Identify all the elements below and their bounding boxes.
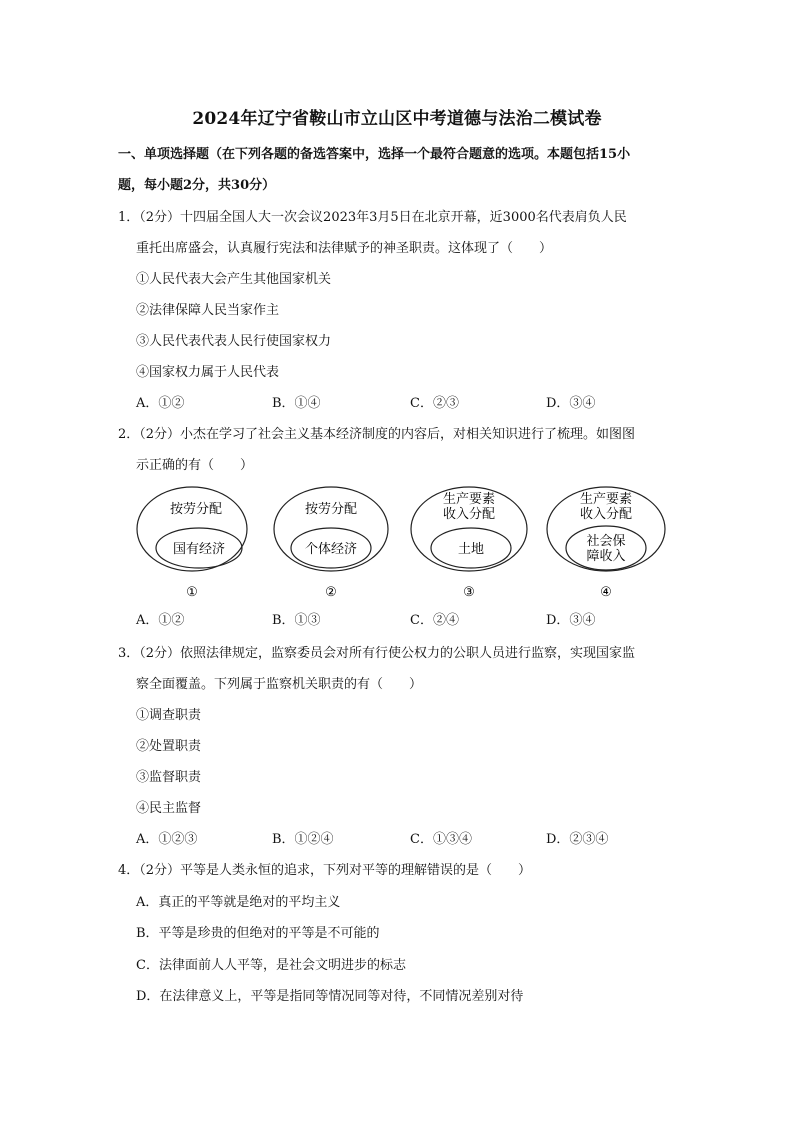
section-header-line-2: 题，每小题2分，共30分） (118, 178, 276, 193)
question-1-statement-4: ④国家权力属于人民代表 (136, 365, 280, 380)
section-header-line-1: 一、单项选择题（在下列各题的备选答案中，选择一个最符合题意的选项。本题包括15小 (118, 147, 631, 162)
diagram-2-inner-label: 个体经济 (304, 542, 358, 557)
question-4-option-c[interactable]: C．法律面前人人平等，是社会文明进步的标志 (136, 958, 406, 973)
question-4-option-d[interactable]: D．在法律意义上，平等是指同等情况同等对待，不同情况差别对待 (136, 989, 524, 1004)
outer-ellipse (274, 487, 388, 571)
question-1-choice-d[interactable]: D．③④ (546, 396, 596, 411)
diagram-4-inner-label-2: 障收入 (586, 549, 626, 564)
venn-diagrams (130, 486, 670, 606)
diagram-4-inner-label-1: 社会保 (586, 534, 626, 549)
page-title: 2024年辽宁省鞍山市立山区中考道德与法治二模试卷 (192, 109, 602, 129)
question-4-option-a[interactable]: A．真正的平等就是绝对的平均主义 (136, 895, 341, 910)
question-3-choice-d[interactable]: D．②③④ (546, 832, 609, 847)
diagram-4-number: ④ (600, 585, 612, 600)
diagram-1 (137, 487, 247, 600)
question-4-stem-line-1: 4．（2分）平等是人类永恒的追求，下列对平等的理解错误的是（ ） (118, 863, 532, 878)
question-1-choice-a[interactable]: A．①② (136, 396, 185, 411)
question-1-statement-2: ②法律保障人民当家作主 (136, 303, 280, 318)
diagram-4-outer-label-2: 收入分配 (579, 507, 633, 522)
question-1-stem-line-1: 1．（2分）十四届全国人大一次会议2023年3月5日在北京开幕，近3000名代表肩负人民 (118, 210, 627, 225)
question-4-option-b[interactable]: B．平等是珍贵的但绝对的平等是不可能的 (136, 926, 380, 941)
question-2-choice-b[interactable]: B．①③ (272, 613, 321, 628)
diagram-4 (547, 487, 665, 600)
question-2-choice-c[interactable]: C．②④ (410, 613, 459, 628)
question-3-choice-b[interactable]: B．①②④ (272, 832, 334, 847)
question-3-stem-line-1: 3．（2分）依照法律规定，监察委员会对所有行使公权力的公职人员进行监察，实现国家监 (118, 646, 636, 661)
question-1-statement-3: ③人民代表代表人民行使国家权力 (136, 334, 332, 349)
diagram-3-outer-label-1: 生产要素 (442, 492, 496, 507)
question-3-statement-4: ④民主监督 (136, 801, 202, 816)
question-1-choice-b[interactable]: B．①④ (272, 396, 321, 411)
diagram-1-outer-label: 按劳分配 (169, 502, 223, 517)
diagram-3-outer-label-2: 收入分配 (442, 507, 496, 522)
question-3-statement-1: ①调查职责 (136, 708, 202, 723)
question-2-choice-d[interactable]: D．③④ (546, 613, 596, 628)
diagram-2-number: ② (325, 585, 337, 600)
question-3-statement-2: ②处置职责 (136, 739, 202, 754)
diagram-1-inner-label: 国有经济 (172, 542, 226, 557)
question-3-statement-3: ③监督职责 (136, 770, 202, 785)
outer-ellipse (137, 487, 247, 571)
diagram-3-inner-label: 土地 (457, 542, 485, 557)
question-2-choice-a[interactable]: A．①② (136, 613, 185, 628)
diagram-2-outer-label: 按劳分配 (304, 502, 358, 517)
question-3-choice-c[interactable]: C．①③④ (410, 832, 472, 847)
question-1-statement-1: ①人民代表大会产生其他国家机关 (136, 272, 332, 287)
question-2-stem-line-2: 示正确的有（ ） (136, 458, 254, 473)
diagram-3 (411, 487, 527, 600)
diagram-4-outer-label-1: 生产要素 (579, 492, 633, 507)
diagram-3-number: ③ (463, 585, 475, 600)
question-1-stem-line-2: 重托出席盛会，认真履行宪法和法律赋予的神圣职责。这体现了（ ） (136, 241, 553, 256)
question-3-stem-line-2: 察全面覆盖。下列属于监察机关职责的有（ ） (136, 677, 423, 692)
question-2-stem-line-1: 2．（2分）小杰在学习了社会主义基本经济制度的内容后，对相关知识进行了梳理。如图图 (118, 427, 636, 442)
diagram-2 (274, 487, 388, 600)
question-2-diagram (130, 486, 670, 606)
question-3-choice-a[interactable]: A．①②③ (136, 832, 198, 847)
diagram-1-number: ① (186, 585, 198, 600)
question-1-choice-c[interactable]: C．②③ (410, 396, 459, 411)
